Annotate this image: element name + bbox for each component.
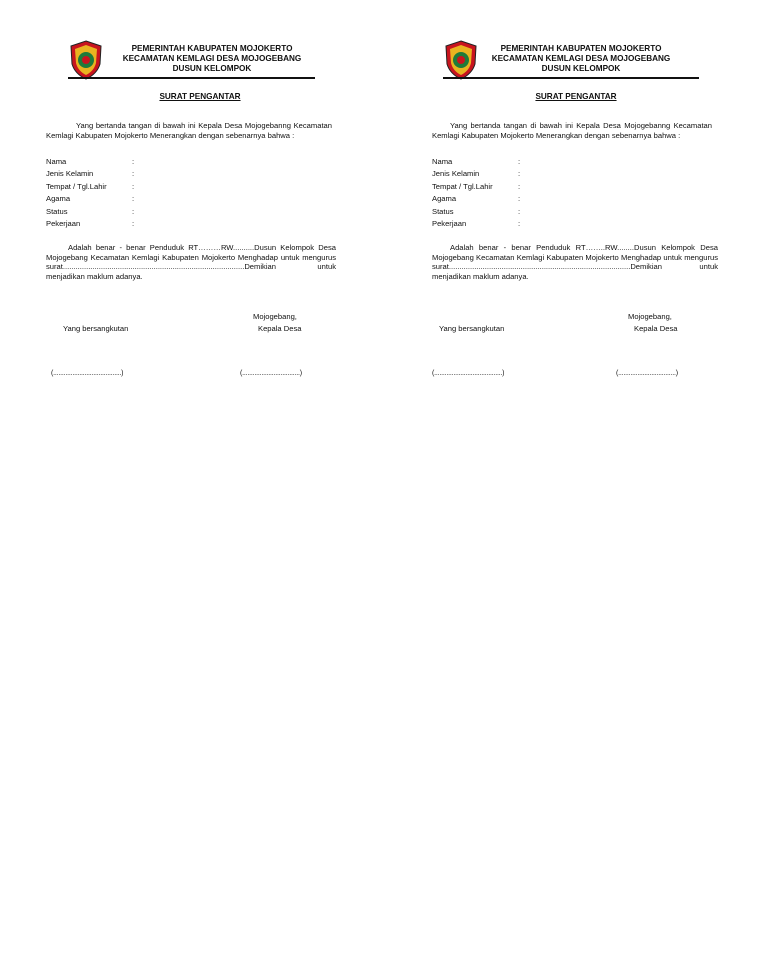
body-paragraph: Adalah benar - benar Penduduk RT……..RW........Dusun Kelompok Desa Mojogebang Kecamatan Kemlagi Kabupaten Mojokerto Menghadap untuk mengurus surat......................................................................................Demikian untuk menjadikan maklum adanya. [432,243,718,281]
field-separator: : [518,219,521,229]
village-head-role: Kepala Desa [258,324,302,333]
field-row-nama [432,156,520,168]
field-label: Jenis Kelamin [432,169,480,179]
field-label: Tempat / Tgl.Lahir [46,181,107,191]
place-label: Mojogebang, [253,312,297,321]
field-separator: : [132,194,135,204]
header-line-regency: PEMERINTAH KABUPATEN MOJOKERTO [131,44,293,53]
header-divider [68,77,315,79]
letter-title: SURAT PENGANTAR [535,92,617,101]
body-paragraph: Adalah benar - benar Penduduk RT………RW..........Dusun Kelompok Desa Mojogebang Kecamatan Kemlagi Kabupaten Mojokerto Menghadap untuk mengurus surat......................................................................................Demikian untuk menjadikan maklum adanya. [46,243,336,281]
field-label: Pekerjaan [46,219,81,229]
field-separator: : [518,206,521,216]
field-separator: : [132,157,135,166]
header-line-regency: PEMERINTAH KABUPATEN MOJOKERTO [500,44,662,53]
field-row-nama [46,156,134,168]
field-label: Nama [46,157,67,166]
village-head-role: Kepala Desa [634,324,678,333]
identity-fields [432,156,520,230]
field-row-pekerjaan [432,218,520,230]
field-separator: : [518,194,521,204]
field-row-jenis-kelamin [46,168,134,180]
field-separator: : [132,169,135,179]
field-row-agama [432,193,520,205]
field-label: Jenis Kelamin [46,169,94,179]
applicant-signature-line: (.......................................) [51,370,124,377]
field-separator: : [518,181,521,191]
village-head-signature-line: (.................................) [616,370,678,377]
place-label: Mojogebang, [628,312,672,321]
field-label: Agama [432,194,457,204]
applicant-signature-line: (.......................................) [432,370,505,377]
field-row-tempat-tgl-lahir [432,181,520,193]
intro-paragraph: Yang bertanda tangan di bawah ini Kepala Desa Mojogebanng Kecamatan Kemlagi Kabupaten Mojokerto Menerangkan dengan sebenarnya bahwa : [432,121,712,140]
letter-header [466,44,696,75]
header-line-hamlet: DUSUN KELOMPOK [541,64,621,74]
letter-header [97,44,327,75]
header-line-district: KECAMATAN KEMLAGI DESA MOJOGEBANG [491,54,671,64]
identity-fields [46,156,134,230]
field-row-tempat-tgl-lahir [46,181,134,193]
field-row-status [432,206,520,218]
field-row-jenis-kelamin [432,168,520,180]
field-separator: : [132,219,135,229]
field-label: Pekerjaan [432,219,467,229]
field-separator: : [518,157,521,166]
field-separator: : [132,206,135,216]
header-divider [443,77,699,79]
header-line-hamlet: DUSUN KELOMPOK [172,64,252,74]
field-row-pekerjaan [46,218,134,230]
field-separator: : [132,181,135,191]
field-label: Agama [46,194,71,204]
field-label: Status [46,206,68,216]
intro-paragraph: Yang bertanda tangan di bawah ini Kepala Desa Mojogebanng Kecamatan Kemlagi Kabupaten Mojokerto Menerangkan dengan sebenarnya bahwa : [46,121,332,140]
field-label: Status [432,206,454,216]
field-row-agama [46,193,134,205]
letter-left [0,0,384,420]
field-label: Nama [432,157,453,166]
letter-right [384,0,768,420]
letter-title: SURAT PENGANTAR [159,92,241,101]
field-separator: : [518,169,521,179]
village-head-signature-line: (.................................) [240,370,302,377]
applicant-role: Yang bersangkutan [439,324,505,333]
applicant-role: Yang bersangkutan [63,324,129,333]
header-line-district: KECAMATAN KEMLAGI DESA MOJOGEBANG [122,54,302,64]
field-label: Tempat / Tgl.Lahir [432,181,493,191]
field-row-status [46,206,134,218]
